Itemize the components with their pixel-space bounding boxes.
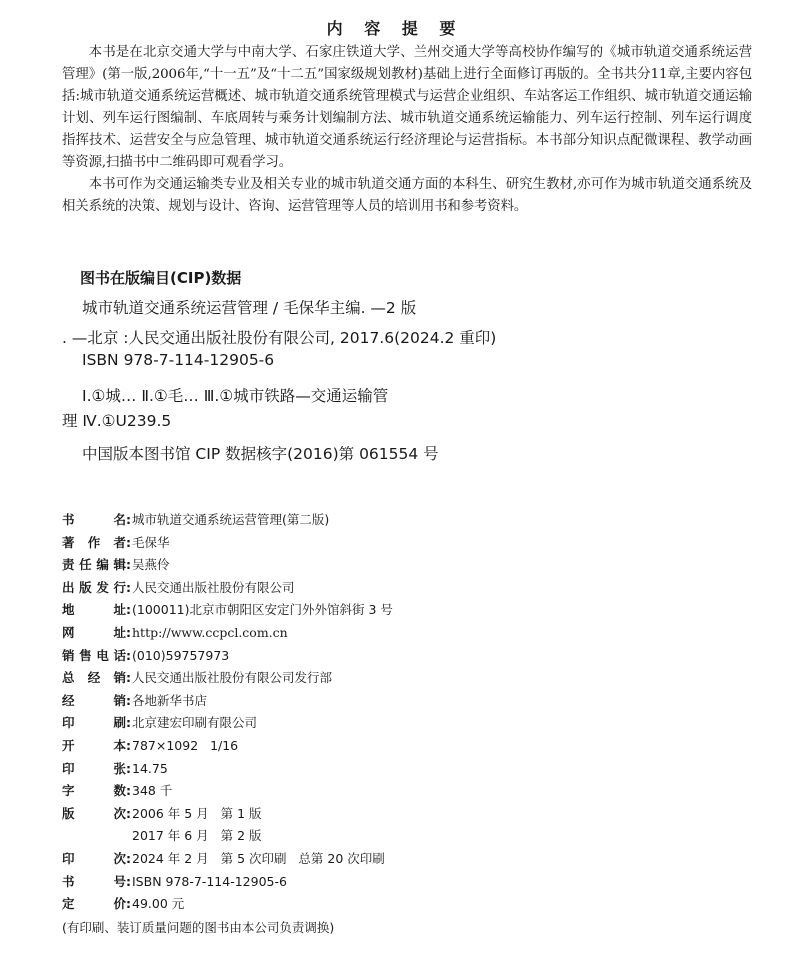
publication-info [62,510,762,917]
meta-value: http://www.ccpcl.com.cn [132,624,288,640]
meta-value: 787×1092 1/16 [132,737,239,753]
meta-row-website: 网址 : http://www.ccpcl.com.cn [62,624,288,640]
meta-label: 书名 [62,512,126,527]
meta-label: 字数 [62,783,126,799]
meta-label: 地址 [62,602,126,618]
meta-row-editor: 责任编辑 : 吴燕伶 [62,557,170,573]
meta-value: (100011)北京市朝阳区安定门外外馆斜街 3 号 [132,602,393,618]
footer-note: (有印刷、装订质量问题的图书由本公司负责调换) [62,920,335,935]
meta-row-distributor: 总经销 : 人民交通出版社股份有限公司发行部 [62,670,333,686]
meta-row-seller: 经销 : 各地新华书店 [62,692,208,708]
meta-label: 印次 [62,850,126,866]
meta-value: 各地新华书店 [132,692,208,708]
meta-value: 人民交通出版社股份有限公司发行部 [132,670,333,686]
summary-paragraph: 本书是在北京交通大学与中南大学、石家庄铁道大学、兰州交通大学等高校协作编写的《城市轨道交通系统运营管理》(第一版,2006年,“十一五”及“十二五”国家级规划教材)基础上进行全面修订再版的。全书共分11章,主要内容包括:城市轨道交通系统运营概述、城市轨道交通系统管理模式与运营企业组织、车站客运工作组织、城市轨道交通运输计划、列车运行图编制、车底周转与乘务计划编制方法、城市轨道交通系统运输能力、列车运行控制、列车运行调度指挥技术、运营安全与应急管理、城市轨道交通系统运行经济理论与运营指标。本书部分知识点配微课程、教学动画等资源,扫描书中二维码即可观看学习。 [62,45,752,170]
meta-value: 49.00 元 [132,896,185,912]
meta-value: 2017 年 6 月 第 2 版 [132,828,262,844]
cip-line: . —北京 :人民交通出版社股份有限公司, 2017.6(2024.2 重印) [62,329,497,347]
meta-value: ISBN 978-7-114-12905-6 [132,873,287,889]
meta-row-format: 开本 : 787×1092 1/16 [62,737,239,753]
meta-value: 城市轨道交通系统运营管理(第二版) [132,512,330,527]
meta-row-title: 书名 : 城市轨道交通系统运营管理(第二版) [62,512,330,527]
meta-label: 出版发行 [62,579,126,595]
meta-row-wordcount: 字数 : 348 千 [62,783,173,799]
page-title: 内 容 提 要 [326,19,464,38]
meta-label: 定价 [62,896,126,912]
meta-row-sheets: 印张 : 14.75 [62,760,168,776]
meta-row-phone: 销售电话 : (010)59757973 [62,647,230,663]
meta-value: 毛保华 [132,534,170,550]
meta-row-isbn: 书号 : ISBN 978-7-114-12905-6 [62,873,287,889]
meta-label: 经销 [62,692,126,708]
meta-value: 北京建宏印刷有限公司 [132,715,258,731]
meta-value: 人民交通出版社股份有限公司 [132,579,295,595]
meta-label: 总经销 [62,670,126,686]
meta-row-price: 定价 : 49.00 元 [62,896,185,912]
meta-label: 印张 [62,760,126,776]
meta-value: 348 千 [132,783,173,799]
cip-line: 城市轨道交通系统运营管理 / 毛保华主编. —2 版 [82,299,417,317]
meta-label: 网址 [62,624,126,640]
cip-line: Ⅰ.①城… Ⅱ.①毛… Ⅲ.①城市铁路—交通运输管 [82,387,389,405]
meta-label: 书号 [62,873,126,889]
meta-value: 吴燕伶 [132,557,170,573]
meta-row-address: 地址 : (100011)北京市朝阳区安定门外外馆斜街 3 号 [62,602,393,618]
cip-heading: 图书在版编目(CIP)数据 [80,269,242,287]
meta-row-printing: 印次 : 2024 年 2 月 第 5 次印刷 总第 20 次印刷 [62,850,385,866]
summary-section [62,42,752,218]
meta-label: 印刷 [62,715,126,731]
meta-value: 14.75 [132,760,168,776]
meta-label: 著作者 [62,534,126,550]
cip-line: 理 Ⅳ.①U239.5 [62,412,172,430]
meta-row-edition: 版次 : 2006 年 5 月 第 1 版 [62,805,262,821]
meta-label: 销售电话 [62,647,126,663]
meta-row-printer: 印刷 : 北京建宏印刷有限公司 [62,715,258,731]
meta-label: 责任编辑 [62,557,126,573]
meta-value: 2006 年 5 月 第 1 版 [132,805,262,821]
cip-line: ISBN 978-7-114-12905-6 [82,351,275,369]
meta-label: 开本 [62,737,126,753]
summary-paragraph: 本书可作为交通运输类专业及相关专业的城市轨道交通方面的本科生、研究生教材,亦可作为城市轨道交通系统及相关系统的决策、规划与设计、咨询、运营管理等人员的培训用书和参考资料。 [62,177,752,214]
meta-row-publisher: 出版发行 : 人民交通出版社股份有限公司 [62,579,295,595]
cip-line: 中国版本图书馆 CIP 数据核字(2016)第 061554 号 [82,445,439,463]
meta-label: 版次 [62,805,126,821]
meta-row-edition-continued [62,826,762,849]
meta-value: (010)59757973 [132,647,230,663]
meta-row-author: 著作者 : 毛保华 [62,534,170,550]
meta-value: 2024 年 2 月 第 5 次印刷 总第 20 次印刷 [132,850,385,866]
